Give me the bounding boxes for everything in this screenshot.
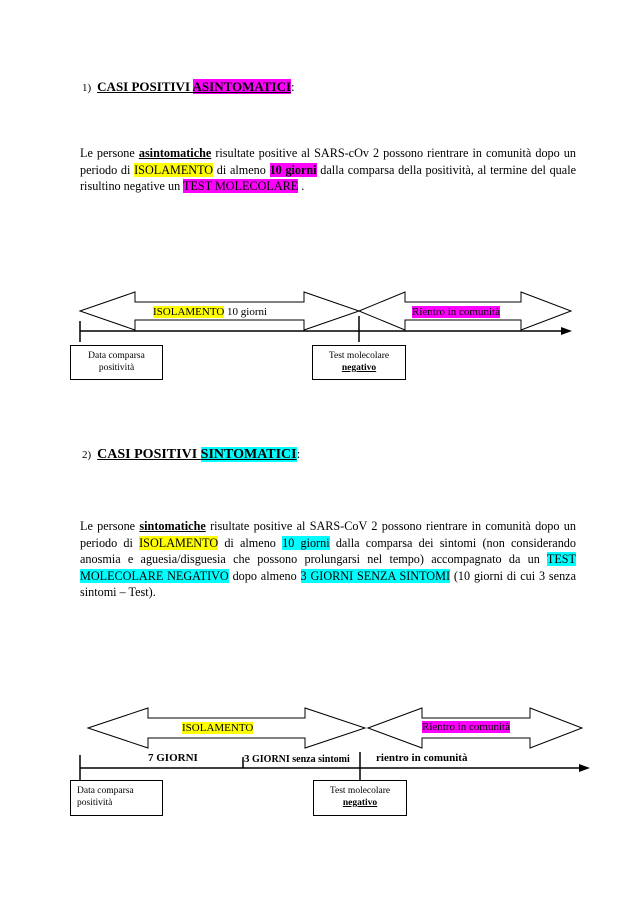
box-test-line1: Test molecolare [328, 351, 390, 361]
section1-title-colon: : [291, 79, 295, 94]
text: risultate positive al SARS-CoV 2 possono rientrare in comunità dopo un periodo di [80, 519, 576, 550]
section2-three-days-label [244, 753, 350, 765]
isolation-days-text: 10 giorni [224, 306, 268, 318]
section2-title [97, 447, 296, 462]
text-emphasis: sintomatiche [139, 519, 206, 533]
three-days-text: GIORNI senza sintomi [249, 754, 350, 765]
section2-title-highlight: SINTOMATICI [200, 447, 297, 462]
highlight-isolamento: ISOLAMENTO [134, 162, 214, 177]
section1-title-text: CASI POSITIVI [97, 79, 193, 94]
highlight-10-giorni: 10 giorni [282, 535, 330, 550]
section2-return-label [422, 721, 510, 733]
section1-title [97, 79, 291, 94]
return-label-text: Rientro in comunità [412, 306, 500, 318]
box-test-line1: Test molecolare [329, 786, 391, 796]
text: Le persone [80, 146, 139, 160]
section1-number: 1) [82, 82, 92, 94]
section2-title-text: CASI POSITIVI [97, 447, 201, 462]
seven-days-text: 7 GIORNI [148, 752, 198, 764]
return-bold-text: rientro in comunità [376, 752, 468, 764]
text: (10 giorni di cui 3 senza sintomi – Test). [80, 568, 576, 599]
section2-number: 2) [82, 449, 92, 461]
text-emphasis: asintomatiche [138, 146, 212, 160]
section1-title-highlight: ASINTOMATICI [192, 79, 292, 94]
section1-isolation-label [153, 306, 267, 318]
isolation-label-text: ISOLAMENTO [153, 306, 225, 318]
section2-heading [82, 446, 300, 463]
text: dalla comparsa della positività, al termine del quale risultino negative un [80, 162, 576, 193]
section2-title-colon: : [296, 446, 301, 461]
section2-box-start [70, 780, 163, 816]
timeline-arrowhead [579, 764, 590, 772]
text: di almeno [213, 162, 270, 177]
isolation-label-text: ISOLAMENTO [182, 722, 254, 734]
text: di almeno [218, 535, 283, 550]
section2-return-bold-label [376, 752, 467, 764]
section1-box-test [312, 345, 406, 380]
highlight-test-molecolare-negativo: TEST MOLECOLARE NEGATIVO [80, 552, 576, 583]
highlight-3-giorni: 3 GIORNI SENZA SINTOMI [300, 568, 450, 583]
section2-isolation-label [182, 722, 253, 734]
text: risultate positive al SARS-cOv 2 possono rientrare in comunità dopo un periodo di [80, 146, 576, 177]
section2-seven-days-label [148, 752, 198, 764]
section1-paragraph [80, 145, 576, 195]
section1-return-label [412, 306, 500, 318]
timeline-arrowhead [561, 327, 572, 335]
box-start-text: Data comparsa positività [88, 351, 145, 373]
section1-heading [82, 79, 295, 95]
highlight-10-giorni: 10 giorni [269, 162, 317, 177]
text: . [298, 179, 305, 193]
text: dalla comparsa dei sintomi (non considerando anosmia e aguesia/disguesia che possono prolungarsi nel tempo) accompagnato da un [80, 535, 576, 566]
section1-box-start [70, 345, 163, 380]
highlight-test-molecolare: TEST MOLECOLARE [183, 179, 299, 193]
return-label-text: Rientro in comunità [422, 721, 510, 733]
text: dopo almeno [228, 568, 301, 583]
box-test-line2: negativo [342, 798, 378, 808]
text: Le persone [80, 519, 140, 533]
highlight-isolamento: ISOLAMENTO [139, 535, 219, 550]
section2-paragraph [80, 518, 576, 601]
box-test-line2: negativo [341, 363, 377, 373]
three-days-number: 3 [244, 753, 250, 765]
section2-box-test [313, 780, 407, 816]
box-start-text: Data comparsa positività [77, 786, 134, 808]
